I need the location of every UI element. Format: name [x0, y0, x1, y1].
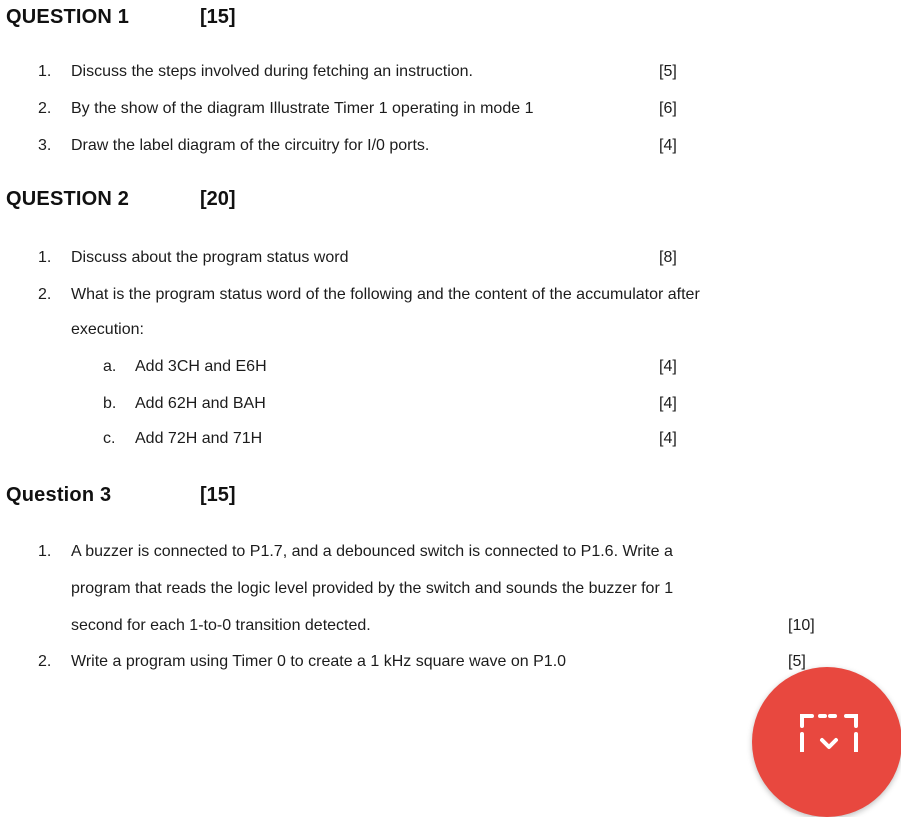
- q2-subitem-c-letter: c.: [103, 430, 116, 447]
- q3-item-2-marks: [5]: [788, 653, 806, 670]
- q1-item-2-marks: [6]: [659, 100, 677, 117]
- question-2-marks: [20]: [200, 188, 236, 210]
- q2-subitem-a-letter: a.: [103, 358, 117, 375]
- q2-item-1-marks: [8]: [659, 249, 677, 266]
- q2-subitem-b-marks: [4]: [659, 395, 677, 412]
- q2-item-1-text: Discuss about the program status word: [71, 249, 349, 266]
- q3-item-1-marks: [10]: [788, 617, 815, 634]
- q2-subitem-b-letter: b.: [103, 395, 117, 412]
- question-1-marks: [15]: [200, 6, 236, 28]
- q1-item-3-marks: [4]: [659, 137, 677, 154]
- q3-item-1-text-line-3: second for each 1-to-0 transition detected.: [71, 617, 371, 634]
- q3-item-2-text: Write a program using Timer 0 to create a 1 kHz square wave on P1.0: [71, 653, 567, 670]
- q1-item-3-number: 3.: [38, 137, 52, 154]
- q1-item-2-text: By the show of the diagram Illustrate Timer 1 operating in mode 1: [71, 100, 534, 117]
- q2-subitem-a-marks: [4]: [659, 358, 677, 375]
- q1-item-2-number: 2.: [38, 100, 52, 117]
- question-2-title: QUESTION 2: [6, 188, 130, 210]
- q2-item-1-number: 1.: [38, 249, 52, 266]
- question-1-title: QUESTION 1: [6, 6, 130, 28]
- screenshot-crop-icon[interactable]: [798, 712, 860, 752]
- question-3-marks: [15]: [200, 484, 236, 506]
- question-3-title: Question 3: [6, 484, 112, 506]
- q3-item-1-text-line-1: A buzzer is connected to P1.7, and a debounced switch is connected to P1.6. Write a: [71, 543, 673, 560]
- q2-item-2-text-line-2: execution:: [71, 321, 144, 338]
- q1-item-1-text: Discuss the steps involved during fetching an instruction.: [71, 63, 473, 80]
- q1-item-3-text: Draw the label diagram of the circuitry for I/0 ports.: [71, 137, 430, 154]
- q2-subitem-b-text: Add 62H and BAH: [135, 395, 266, 412]
- q2-subitem-a-text: Add 3CH and E6H: [135, 358, 267, 375]
- q3-item-1-number: 1.: [38, 543, 52, 560]
- q2-item-2-text-line-1: What is the program status word of the following and the content of the accumulator after: [71, 286, 700, 303]
- q2-item-2-number: 2.: [38, 286, 52, 303]
- q2-subitem-c-marks: [4]: [659, 430, 677, 447]
- q2-subitem-c-text: Add 72H and 71H: [135, 430, 263, 447]
- q3-item-2-number: 2.: [38, 653, 52, 670]
- q1-item-1-marks: [5]: [659, 63, 677, 80]
- q1-item-1-number: 1.: [38, 63, 52, 80]
- q3-item-1-text-line-2: program that reads the logic level provided by the switch and sounds the buzzer for 1: [71, 580, 674, 597]
